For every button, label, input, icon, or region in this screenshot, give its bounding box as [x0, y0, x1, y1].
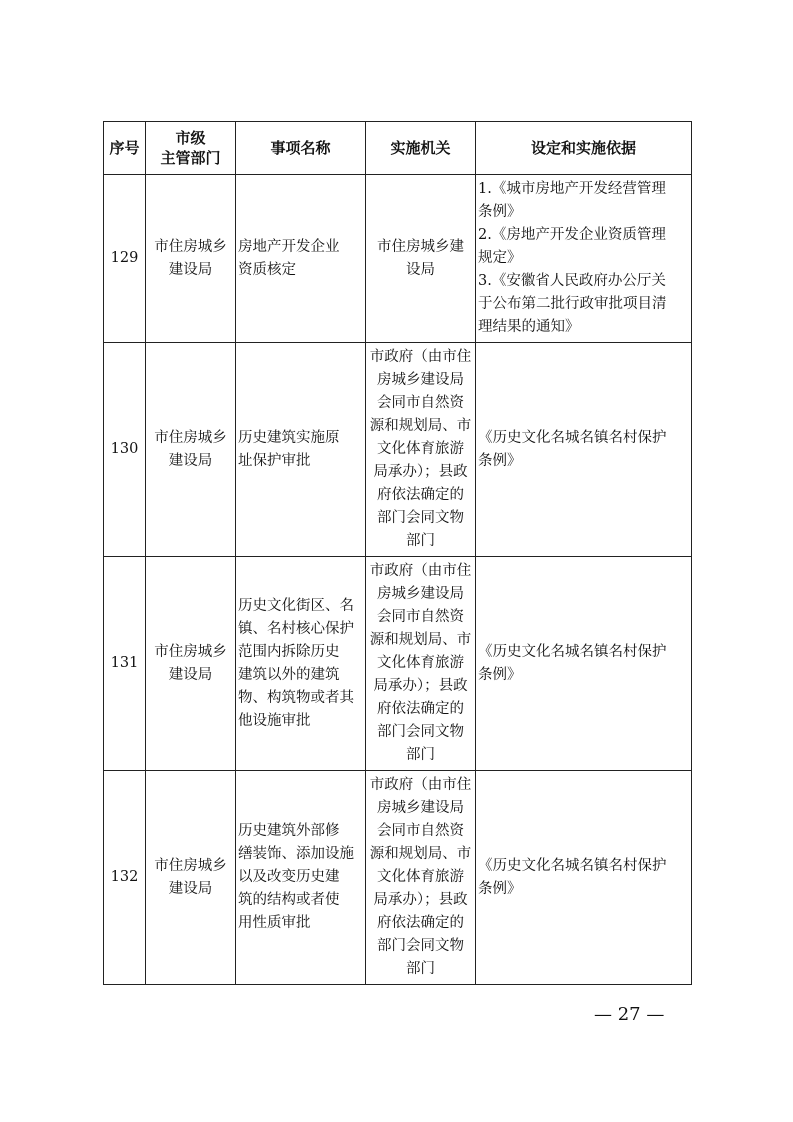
cell-no: 129 [104, 175, 146, 343]
cell-dept-line: 建设局 [168, 666, 213, 683]
cell-agency-line: 文化体育旅游 [377, 441, 464, 457]
cell-no: 130 [104, 343, 146, 557]
cell-basis-line: 《历史文化名城名镇名村保护 [478, 857, 667, 874]
cell-basis [476, 343, 692, 557]
cell-item-line: 址保护审批 [238, 452, 311, 469]
cell-item-line: 物、构筑物或者其 [238, 689, 354, 706]
header-item: 事项名称 [236, 122, 366, 175]
header-dept-line1: 市级 [175, 129, 206, 147]
cell-item-line: 历史建筑外部修 [238, 823, 340, 839]
cell-item-line: 镇、名村核心保护 [238, 620, 354, 637]
cell-agency-line: 房城乡建设局 [377, 372, 464, 388]
page-number: — 27 — [594, 1004, 665, 1025]
cell-dept-line: 建设局 [168, 261, 213, 278]
cell-no: 132 [104, 771, 146, 985]
cell-agency-line: 府依法确定的 [377, 915, 464, 931]
cell-item-line: 用性质审批 [238, 915, 311, 931]
cell-agency-line: 部门 [406, 533, 435, 549]
cell-basis-line: 条例》 [478, 452, 522, 469]
cell-basis-line: 《历史文化名城名镇名村保护 [478, 643, 667, 660]
cell-dept-line: 市住房城乡 [154, 238, 227, 255]
approval-items-table [103, 121, 692, 985]
cell-item-line: 范围内拆除历史 [238, 643, 340, 660]
cell-item-line: 历史文化街区、名 [238, 597, 354, 614]
cell-agency-line: 源和规划局、市 [369, 418, 472, 434]
cell-basis-line: 1.《城市房地产开发经营管理 [478, 181, 666, 197]
table-body [104, 175, 692, 985]
cell-basis-line: 条例》 [478, 666, 522, 683]
cell-agency-line: 府依法确定的 [377, 487, 464, 503]
cell-no: 131 [104, 557, 146, 771]
cell-dept [146, 343, 236, 557]
cell-agency-line: 市政府（由市住 [369, 777, 472, 793]
cell-dept [146, 175, 236, 343]
cell-agency-line: 源和规划局、市 [369, 632, 472, 648]
cell-basis-line: 条例》 [478, 880, 522, 897]
cell-agency-line: 部门 [406, 961, 435, 977]
cell-agency-line: 部门会同文物 [377, 510, 464, 526]
cell-item-line: 房地产开发企业 [238, 238, 340, 255]
cell-agency-line: 市政府（由市住 [369, 563, 472, 579]
cell-basis [476, 175, 692, 343]
cell-agency-line: 市住房城乡建 [377, 238, 464, 255]
cell-agency [366, 343, 476, 557]
cell-item-line: 历史建筑实施原 [238, 429, 340, 446]
cell-dept-line: 市住房城乡 [154, 429, 227, 446]
cell-item-line: 缮装饰、添加设施 [238, 846, 354, 862]
cell-agency-line: 设局 [406, 261, 435, 278]
cell-agency-line: 局承办）；县政 [373, 464, 468, 480]
cell-item [236, 175, 366, 343]
header-basis: 设定和实施依据 [476, 122, 692, 175]
cell-agency-line: 府依法确定的 [377, 701, 464, 717]
table-row [104, 557, 692, 771]
header-dept [146, 122, 236, 175]
cell-basis-line: 理结果的通知》 [478, 319, 580, 335]
cell-agency [366, 557, 476, 771]
header-dept-line2: 主管部门 [160, 149, 221, 167]
cell-agency-line: 市政府（由市住 [369, 349, 472, 365]
cell-dept-line: 市住房城乡 [154, 643, 227, 660]
cell-agency-line: 会同市自然资 [377, 609, 464, 625]
cell-agency-line: 房城乡建设局 [377, 800, 464, 816]
cell-basis-line: 2.《房地产开发企业资质管理 [478, 227, 666, 243]
cell-item-line: 建筑以外的建筑 [238, 666, 340, 683]
cell-agency-line: 局承办）；县政 [373, 678, 468, 694]
cell-dept-line: 建设局 [168, 452, 213, 469]
cell-agency [366, 175, 476, 343]
table-row [104, 343, 692, 557]
cell-basis-line: 条例》 [478, 204, 522, 220]
cell-basis-line: 3.《安徽省人民政府办公厅关 [478, 273, 666, 289]
cell-agency [366, 771, 476, 985]
header-agency: 实施机关 [366, 122, 476, 175]
table-header-row [104, 122, 692, 175]
cell-item-line: 筑的结构或者使 [238, 892, 340, 908]
cell-agency-line: 部门会同文物 [377, 938, 464, 954]
cell-basis-line: 《历史文化名城名镇名村保护 [478, 429, 667, 446]
cell-agency-line: 文化体育旅游 [377, 869, 464, 885]
cell-agency-line: 文化体育旅游 [377, 655, 464, 671]
cell-item-line: 他设施审批 [238, 712, 311, 729]
header-no: 序号 [104, 122, 146, 175]
cell-dept [146, 557, 236, 771]
cell-agency-line: 源和规划局、市 [369, 846, 472, 862]
table-row [104, 175, 692, 343]
cell-dept-line: 建设局 [168, 880, 213, 897]
cell-item [236, 557, 366, 771]
cell-agency-line: 部门 [406, 747, 435, 763]
cell-agency-line: 部门会同文物 [377, 724, 464, 740]
cell-agency-line: 会同市自然资 [377, 823, 464, 839]
cell-basis-line: 规定》 [478, 250, 522, 266]
cell-dept-line: 市住房城乡 [154, 857, 227, 874]
cell-basis [476, 771, 692, 985]
cell-agency-line: 房城乡建设局 [377, 586, 464, 602]
cell-agency-line: 局承办）；县政 [373, 892, 468, 908]
cell-item [236, 343, 366, 557]
cell-dept [146, 771, 236, 985]
table-row [104, 771, 692, 985]
cell-basis-line: 于公布第二批行政审批项目清 [478, 296, 667, 312]
cell-basis [476, 557, 692, 771]
cell-item-line: 资质核定 [238, 261, 296, 278]
cell-item-line: 以及改变历史建 [238, 869, 340, 885]
cell-item [236, 771, 366, 985]
cell-agency-line: 会同市自然资 [377, 395, 464, 411]
